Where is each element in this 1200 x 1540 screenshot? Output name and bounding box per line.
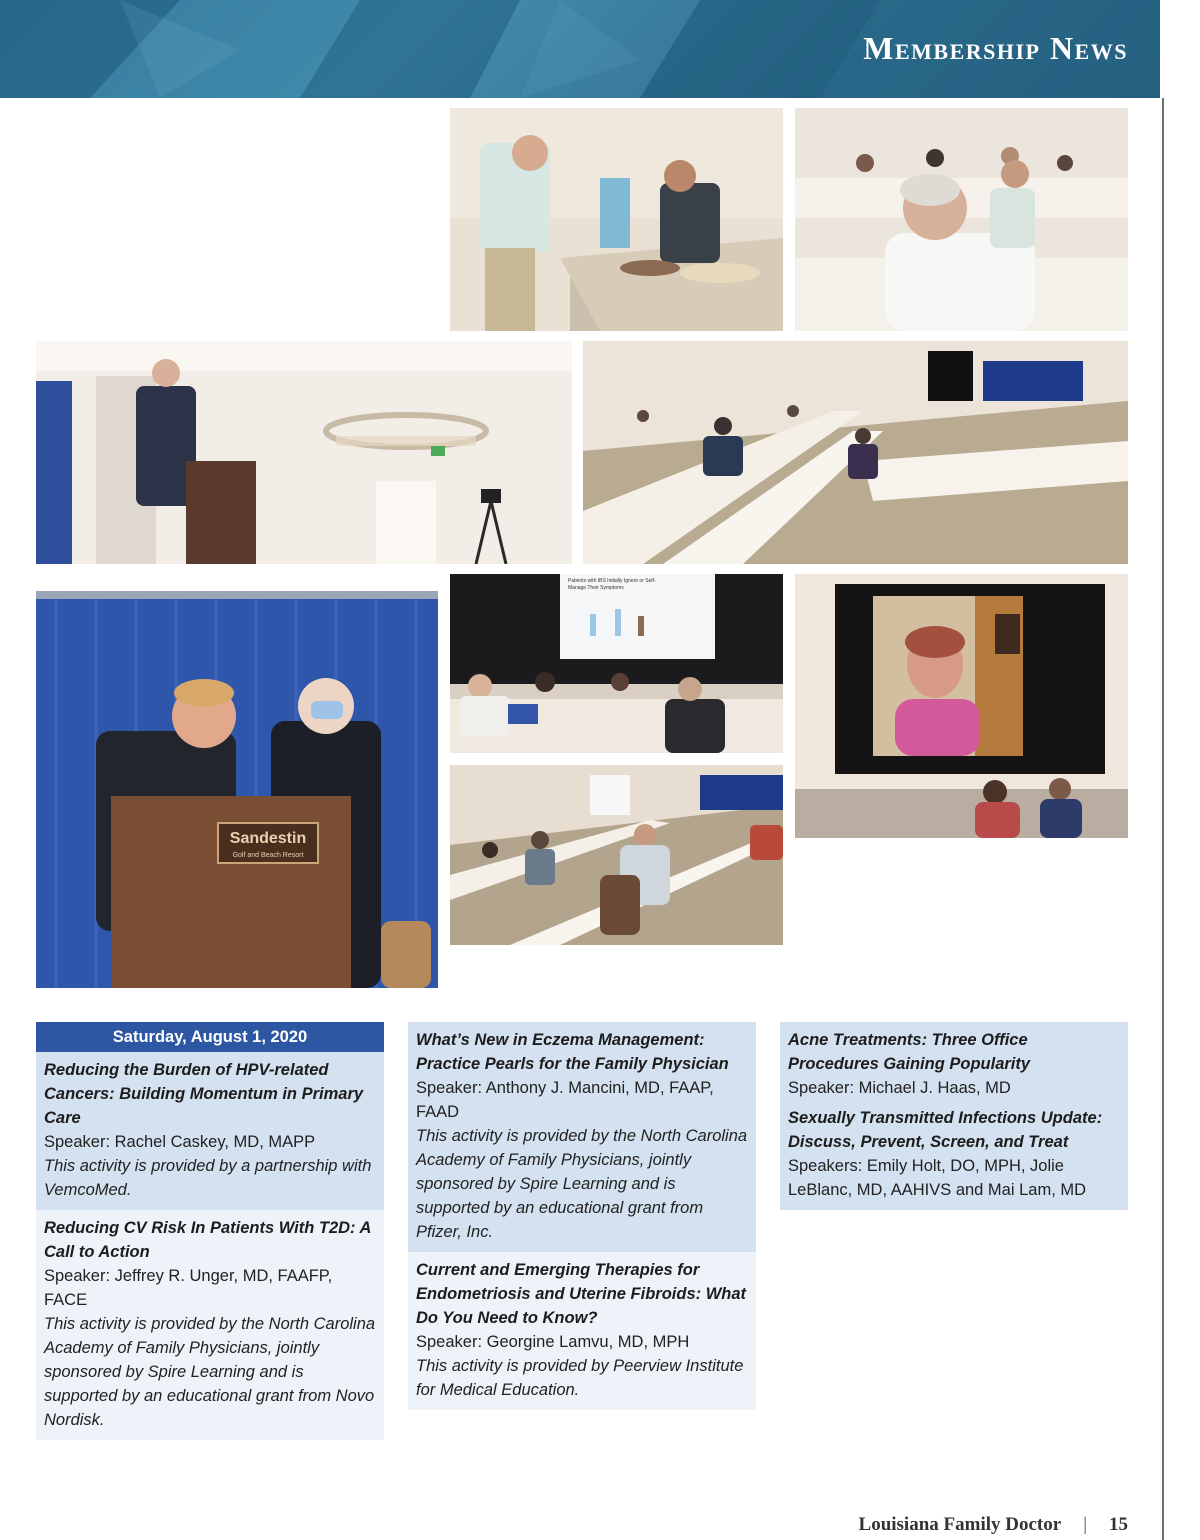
section-header — [0, 0, 1160, 98]
day-header: Saturday, August 1, 2020 — [36, 1022, 384, 1052]
photo-conference-hall — [583, 341, 1128, 564]
session-title: Acne Treatments: Three Office Procedures Gaining Popularity — [788, 1031, 1031, 1073]
slide-title-line1: Patients with IBS Initially Ignore or Self- — [568, 578, 656, 584]
session-note: This activity is provided by the North Carolina Academy of Family Physicians, jointly sponsored by Spire Learning and is supported by an educational grant from Novo Nordisk. — [44, 1315, 376, 1429]
photo-attendees-tables — [450, 765, 783, 945]
session-speaker: Speaker: Jeffrey R. Unger, MD, FAAFP, FACE — [44, 1267, 333, 1309]
session-title: Reducing CV Risk In Patients With T2D: A Call to Action — [44, 1219, 371, 1261]
footer-separator: | — [1083, 1514, 1087, 1535]
podium-sign-subtitle: Golf and Beach Resort — [232, 852, 304, 859]
photo-audience — [795, 108, 1128, 331]
session-title: Sexually Transmitted Infections Update: Discuss, Prevent, Screen, and Treat — [788, 1109, 1103, 1151]
session-eczema — [408, 1022, 756, 1252]
page-footer — [859, 1514, 1128, 1536]
session-speaker: Speaker: Georgine Lamvu, MD, MPH — [416, 1333, 690, 1351]
session-speaker: Speakers: Emily Holt, DO, MPH, Jolie LeBlanc, MD, AAHIVS and Mai Lam, MD — [788, 1157, 1087, 1199]
session-speaker: Speaker: Michael J. Haas, MD — [788, 1079, 1011, 1097]
session-endometriosis — [408, 1252, 756, 1410]
session-title: What’s New in Eczema Management: Practice Pearls for the Family Physician — [416, 1031, 729, 1073]
session-note: This activity is provided by Peerview Institute for Medical Education. — [416, 1357, 744, 1399]
page-margin-rule — [1162, 98, 1164, 1540]
photo-podium-speaker — [36, 341, 572, 564]
session-speaker: Speaker: Anthony J. Mancini, MD, FAAP, FAAD — [416, 1079, 714, 1121]
schedule-column-1 — [36, 1022, 384, 1440]
schedule-column-2 — [408, 1022, 756, 1410]
session-speaker: Speaker: Rachel Caskey, MD, MAPP — [44, 1133, 316, 1151]
session-title: Reducing the Burden of HPV-related Cancers: Building Momentum in Primary Care — [44, 1061, 364, 1127]
photo-presentation-screen — [450, 574, 783, 753]
session-title: Current and Emerging Therapies for Endometriosis and Uterine Fibroids: What Do You Need to Know? — [416, 1261, 747, 1327]
photo-two-speakers-podium — [36, 591, 438, 988]
page-title: Membership News — [863, 30, 1128, 66]
slide-title-line2: Manage Their Symptoms — [568, 585, 624, 591]
photo-buffet — [450, 108, 783, 331]
page-number: 15 — [1109, 1514, 1128, 1535]
session-acne — [780, 1022, 1128, 1210]
session-hpv-cancers — [36, 1052, 384, 1210]
photo-video-screen — [795, 574, 1128, 838]
schedule-column-3 — [780, 1022, 1128, 1210]
publication-name: Louisiana Family Doctor — [858, 1514, 1062, 1535]
session-note: This activity is provided by a partnership with VemcoMed. — [44, 1157, 372, 1199]
podium-sign-name: Sandestin — [229, 830, 307, 847]
session-note: This activity is provided by the North Carolina Academy of Family Physicians, jointly sponsored by Spire Learning and is supported by an educational grant from Pfizer, Inc. — [416, 1127, 748, 1241]
session-cv-risk — [36, 1210, 384, 1440]
